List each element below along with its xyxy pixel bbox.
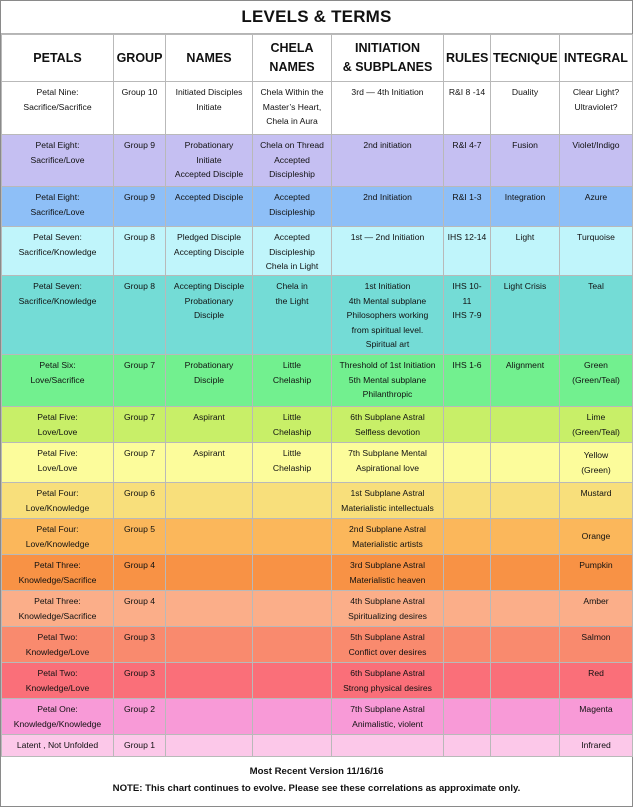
initiation-cell-line: 3rd Subplane Astral: [349, 560, 425, 570]
petal-cell: [2, 227, 114, 276]
integral-cell-line: Green: [584, 360, 608, 370]
technique-cell: [491, 663, 560, 699]
petal-cell: [2, 519, 114, 555]
petal-cell-line: Love/Knowledge: [25, 538, 90, 549]
initiation-cell-line: 6th Subplane Astral: [350, 668, 425, 678]
integral-cell: [560, 407, 633, 443]
initiation-cell: [332, 591, 444, 627]
initiation-cell-line: Materialistic heaven: [349, 574, 426, 585]
initiation-cell-line: 2nd Initiation: [363, 192, 412, 202]
names-cell: [166, 82, 253, 135]
integral-cell: [560, 519, 633, 555]
petal-cell-line: Petal One:: [37, 704, 78, 714]
group-cell: Group 10: [114, 82, 166, 135]
names-cell-line: Accepted Disciple: [174, 169, 244, 180]
petal-cell-line: Petal Five:: [37, 448, 78, 458]
petal-cell-line: Petal Seven:: [33, 281, 82, 291]
integral-cell-line: Magenta: [579, 704, 613, 714]
technique-cell: [491, 483, 560, 519]
header-row: [2, 35, 633, 82]
petal-cell-line: Petal Two:: [37, 632, 78, 642]
names-cell: [166, 591, 253, 627]
technique-cell: [491, 627, 560, 663]
petal-cell-line: Petal Four:: [36, 524, 79, 534]
integral-cell-line: Salmon: [581, 632, 611, 642]
header-names-line: NAMES: [186, 50, 232, 65]
chela-names-cell-line: Chela in Aura: [266, 116, 318, 127]
names-cell: [166, 407, 253, 443]
integral-cell-line: Pumpkin: [579, 560, 613, 570]
group-cell: Group 2: [114, 699, 166, 735]
table-row: [2, 82, 633, 135]
names-cell-line: Pledged Disciple: [176, 232, 241, 242]
names-cell-line: Disciple: [193, 374, 225, 385]
rules-cell-line: R&I 8 -14: [448, 87, 486, 97]
petal-cell: [2, 82, 114, 135]
petal-cell-line: Love/Sacrifice: [30, 374, 85, 385]
initiation-cell-line: 7th Subplane Mental: [348, 448, 427, 458]
petal-cell: [2, 699, 114, 735]
petal-cell-line: Sacrifice/Love: [30, 154, 85, 165]
initiation-cell: [332, 276, 444, 355]
group-cell: Group 8: [114, 276, 166, 355]
technique-cell: [491, 591, 560, 627]
petal-cell: [2, 627, 114, 663]
group-cell: Group 7: [114, 355, 166, 407]
petal-cell: [2, 483, 114, 519]
names-cell-line: Probationary: [184, 140, 234, 150]
technique-cell: [491, 555, 560, 591]
technique-cell: Light: [491, 227, 560, 276]
footer: [1, 752, 632, 806]
chela-names-cell-line: Discipleship: [269, 169, 315, 180]
initiation-cell-line: Strong physical desires: [343, 682, 432, 693]
petal-cell: [2, 407, 114, 443]
integral-cell: [560, 227, 633, 276]
integral-cell-line: Infrared: [581, 740, 611, 750]
group-cell: Group 4: [114, 591, 166, 627]
header-rules: [444, 35, 491, 82]
initiation-cell-line: 6th Subplane Astral: [350, 412, 425, 422]
initiation-cell: [332, 555, 444, 591]
technique-cell: [491, 519, 560, 555]
integral-cell: [560, 355, 633, 407]
chela-names-cell: [253, 663, 332, 699]
names-cell-line: Accepting Disciple: [173, 281, 245, 291]
chela-names-cell-line: Little: [282, 360, 302, 370]
chela-names-cell: [253, 555, 332, 591]
chela-names-cell: [253, 627, 332, 663]
table-row: [2, 555, 633, 591]
rules-cell-line: IHS 7-9: [452, 310, 482, 321]
petal-cell-line: Love/Love: [37, 462, 78, 473]
header-initiation-line: & SUBPLANES: [342, 60, 433, 74]
petal-cell-line: Petal Seven:: [33, 232, 82, 242]
table-row: [2, 187, 633, 227]
table-row: [2, 443, 633, 483]
petal-cell-line: Love/Knowledge: [25, 502, 90, 513]
initiation-cell-line: 7th Subplane Astral: [350, 704, 425, 714]
rules-cell-line: IHS 1-6: [452, 360, 482, 370]
integral-cell: [560, 663, 633, 699]
initiation-cell-line: Spiritual art: [365, 339, 410, 350]
names-cell-line: Accepted Disciple: [174, 192, 244, 202]
integral-cell-line: Azure: [584, 192, 608, 202]
initiation-cell: [332, 82, 444, 135]
header-initiation-line: INITIATION: [354, 41, 421, 55]
names-cell: [166, 135, 253, 187]
note-text: NOTE: This chart continues to evolve. Please see these correlations as approximate only.: [112, 783, 521, 794]
integral-cell: [560, 555, 633, 591]
rules-cell: [444, 555, 491, 591]
chela-names-cell: [253, 227, 332, 276]
chela-names-cell-line: Little: [282, 448, 302, 458]
initiation-cell-line: 4th Subplane Astral: [350, 596, 425, 606]
table-body: [2, 82, 633, 757]
initiation-cell-line: Selfless devotion: [355, 426, 420, 437]
petal-cell-line: Petal Three:: [34, 560, 81, 570]
rules-cell: [444, 483, 491, 519]
initiation-cell-line: 5th Mental subplane: [348, 374, 427, 385]
rules-cell: [444, 227, 491, 276]
table-row: [2, 227, 633, 276]
petal-cell-line: Petal Four:: [36, 488, 79, 498]
technique-cell: [491, 407, 560, 443]
header-integral-line: INTEGRAL: [564, 50, 628, 65]
technique-cell: [491, 443, 560, 483]
petal-cell-line: Knowledge/Love: [25, 682, 90, 693]
header-group-line: GROUP: [116, 50, 163, 65]
header-group: [114, 35, 166, 82]
chela-names-cell: [253, 276, 332, 355]
initiation-cell-line: 1st Subplane Astral: [350, 488, 425, 498]
rules-cell: [444, 276, 491, 355]
initiation-cell: [332, 407, 444, 443]
rules-cell-line: R&I 1-3: [452, 192, 482, 202]
rules-cell: [444, 443, 491, 483]
chela-names-cell-line: Chela in Light: [265, 261, 319, 272]
petal-cell-line: Petal Nine:: [36, 87, 79, 97]
technique-cell: [491, 699, 560, 735]
table-row: [2, 519, 633, 555]
petal-cell-line: Petal Six:: [39, 360, 76, 370]
group-cell: Group 4: [114, 555, 166, 591]
integral-cell-line: (Green): [581, 464, 611, 475]
chela-names-cell-line: Discipleship: [269, 246, 315, 257]
header-technique-line: TECNIQUE: [493, 50, 558, 65]
rules-cell: [444, 699, 491, 735]
initiation-cell: [332, 135, 444, 187]
initiation-cell-line: Aspirational love: [355, 462, 420, 473]
names-cell-line: Initiated Disciples: [175, 87, 243, 97]
initiation-cell-line: Animalistic, violent: [352, 718, 423, 729]
initiation-cell-line: Threshold of 1st Initiation: [339, 360, 436, 370]
technique-cell: Fusion: [491, 135, 560, 187]
table-row: [2, 627, 633, 663]
chela-names-cell-line: Accepted: [274, 154, 310, 165]
rules-cell: [444, 135, 491, 187]
page-title: LEVELS & TERMS: [1, 1, 632, 34]
chela-names-cell-line: Accepted: [274, 192, 310, 202]
names-cell: [166, 627, 253, 663]
chela-names-cell-line: Chelaship: [272, 426, 312, 437]
chela-names-cell-line: Discipleship: [269, 206, 315, 217]
group-cell: Group 1: [114, 735, 166, 757]
chela-names-cell-line: Chela on Thread: [260, 140, 324, 150]
integral-cell: [560, 135, 633, 187]
petal-cell-line: Knowledge/Love: [25, 646, 90, 657]
petal-cell-line: Petal Three:: [34, 596, 81, 606]
petal-cell-line: Sacrifice/Knowledge: [18, 246, 97, 257]
names-cell-line: Initiate: [196, 154, 222, 165]
initiation-cell-line: Materialistic intellectuals: [341, 502, 434, 513]
chela-names-cell-line: the Light: [275, 295, 309, 306]
rules-cell: [444, 82, 491, 135]
group-cell: Group 7: [114, 443, 166, 483]
chela-names-cell: [253, 443, 332, 483]
petal-cell-line: Petal Two:: [37, 668, 78, 678]
group-cell: Group 9: [114, 187, 166, 227]
initiation-cell-line: 2nd Subplane Astral: [349, 524, 426, 534]
chela-names-cell-line: Chela in: [276, 281, 308, 291]
initiation-cell-line: Materialistic artists: [352, 538, 423, 549]
petal-cell-line: Sacrifice/Love: [30, 206, 85, 217]
chela-names-cell: [253, 483, 332, 519]
integral-cell-line: Orange: [581, 531, 611, 542]
initiation-cell-line: Conflict over desires: [348, 646, 427, 657]
group-cell: Group 3: [114, 627, 166, 663]
petal-cell: [2, 187, 114, 227]
integral-cell: [560, 627, 633, 663]
integral-cell: [560, 443, 633, 483]
technique-cell: Integration: [491, 187, 560, 227]
chela-names-cell-line: Chela Within the: [260, 87, 324, 97]
initiation-cell: [332, 699, 444, 735]
petal-cell-line: Latent , Not Unfolded: [16, 740, 99, 750]
integral-cell-line: Amber: [583, 596, 609, 606]
names-cell: [166, 227, 253, 276]
names-cell-line: Initiate: [196, 101, 222, 112]
names-cell-line: Aspirant: [193, 448, 225, 458]
initiation-cell-line: 4th Mental subplane: [348, 295, 427, 306]
integral-cell-line: Ultraviolet?: [574, 101, 618, 112]
names-cell: [166, 276, 253, 355]
header-integral: [560, 35, 633, 82]
integral-cell-line: Mustard: [580, 488, 612, 498]
integral-cell-line: Turquoise: [577, 232, 615, 242]
group-cell: Group 5: [114, 519, 166, 555]
chela-names-cell-line: Master’s Heart,: [262, 101, 322, 112]
header-chela-line: CHELA: [270, 41, 314, 55]
chela-names-cell: [253, 591, 332, 627]
initiation-cell: [332, 443, 444, 483]
initiation-cell-line: 1st — 2nd Initiation: [350, 232, 425, 242]
names-cell: [166, 519, 253, 555]
chela-names-cell: [253, 355, 332, 407]
initiation-cell-line: from spiritual level.: [351, 324, 424, 335]
chela-names-cell: [253, 519, 332, 555]
rules-cell-line: R&I 4-7: [452, 140, 482, 150]
petal-cell-line: Knowledge/Sacrifice: [18, 574, 97, 585]
integral-cell-line: Clear Light?: [572, 87, 620, 97]
integral-cell: [560, 591, 633, 627]
integral-cell: [560, 483, 633, 519]
petal-cell-line: Sacrifice/Sacrifice: [23, 101, 92, 112]
initiation-cell: [332, 627, 444, 663]
names-cell-line: Disciple: [193, 310, 225, 321]
names-cell-line: Aspirant: [193, 412, 225, 422]
group-cell: Group 9: [114, 135, 166, 187]
petal-cell: [2, 591, 114, 627]
chela-names-cell-line: Little: [282, 412, 302, 422]
rules-cell: [444, 591, 491, 627]
rules-cell: [444, 355, 491, 407]
initiation-cell-line: 1st Initiation: [364, 281, 411, 291]
names-cell: [166, 443, 253, 483]
technique-cell: Light Crisis: [491, 276, 560, 355]
names-cell-line: Probationary: [184, 360, 234, 370]
technique-cell: Duality: [491, 82, 560, 135]
table-row: [2, 483, 633, 519]
chela-names-cell-line: Chelaship: [272, 462, 312, 473]
petal-cell: [2, 276, 114, 355]
names-cell: [166, 663, 253, 699]
header-rules-line: RULES: [446, 50, 489, 65]
initiation-cell-line: Philanthropic: [362, 389, 413, 400]
table-row: [2, 663, 633, 699]
integral-cell: [560, 187, 633, 227]
petal-cell-line: Sacrifice/Knowledge: [18, 295, 97, 306]
integral-cell-line: (Green/Teal): [572, 426, 620, 437]
table-row: [2, 407, 633, 443]
header-chela-line: NAMES: [269, 60, 315, 74]
table-row: [2, 591, 633, 627]
chela-names-cell-line: Accepted: [274, 232, 310, 242]
header-technique: [491, 35, 560, 82]
chela-names-cell: [253, 699, 332, 735]
initiation-cell: [332, 227, 444, 276]
version-text: Most Recent Version 11/16/16: [249, 766, 384, 777]
group-cell: Group 7: [114, 407, 166, 443]
petal-cell-line: Petal Five:: [37, 412, 78, 422]
names-cell: [166, 355, 253, 407]
integral-cell-line: Yellow: [583, 449, 609, 460]
petal-cell: [2, 135, 114, 187]
petal-cell-line: Knowledge/Knowledge: [13, 718, 102, 729]
integral-cell-line: Teal: [588, 281, 604, 291]
header-chela-names: [253, 35, 332, 82]
initiation-cell: [332, 187, 444, 227]
chela-names-cell-line: Chelaship: [272, 374, 312, 385]
integral-cell: [560, 276, 633, 355]
petal-cell-line: Love/Love: [37, 426, 78, 437]
initiation-cell-line: Philosophers working: [346, 310, 429, 321]
table-row: [2, 355, 633, 407]
group-cell: Group 6: [114, 483, 166, 519]
petal-cell-line: Knowledge/Sacrifice: [18, 610, 97, 621]
names-cell: [166, 483, 253, 519]
integral-cell-line: Lime: [586, 412, 606, 422]
rules-cell: [444, 407, 491, 443]
initiation-cell: [332, 483, 444, 519]
rules-cell-line: 11: [462, 295, 472, 306]
header-petals-line: PETALS: [33, 50, 82, 65]
names-cell: [166, 187, 253, 227]
integral-cell: [560, 699, 633, 735]
names-cell-line: Probationary: [184, 295, 234, 306]
initiation-cell: [332, 355, 444, 407]
names-cell: [166, 699, 253, 735]
petal-cell: [2, 663, 114, 699]
rules-cell: [444, 627, 491, 663]
integral-cell-line: (Green/Teal): [572, 374, 620, 385]
integral-cell-line: Red: [588, 668, 604, 678]
table-row: [2, 276, 633, 355]
group-cell: Group 8: [114, 227, 166, 276]
rules-cell: [444, 187, 491, 227]
names-cell: [166, 555, 253, 591]
group-cell: Group 3: [114, 663, 166, 699]
initiation-cell-line: 2nd initiation: [363, 140, 412, 150]
table-row: [2, 135, 633, 187]
table-row: [2, 699, 633, 735]
rules-cell-line: IHS 12-14: [447, 232, 487, 242]
petal-cell-line: Petal Eight:: [35, 140, 80, 150]
initiation-cell-line: 3rd — 4th Initiation: [351, 87, 424, 97]
initiation-cell: [332, 519, 444, 555]
petal-cell: [2, 443, 114, 483]
integral-cell: [560, 82, 633, 135]
technique-cell: Alignment: [491, 355, 560, 407]
initiation-cell-line: Spiritualizing desires: [348, 610, 427, 621]
header-petals: [2, 35, 114, 82]
chela-names-cell: [253, 135, 332, 187]
chela-names-cell: [253, 407, 332, 443]
chela-names-cell: [253, 82, 332, 135]
names-cell-line: Accepting Disciple: [173, 246, 245, 257]
rules-cell: [444, 519, 491, 555]
header-names: [166, 35, 253, 82]
petal-cell: [2, 555, 114, 591]
petal-cell: [2, 355, 114, 407]
integral-cell-line: Violet/Indigo: [572, 140, 620, 150]
rules-cell: [444, 663, 491, 699]
header-initiation: [332, 35, 444, 82]
initiation-cell-line: 5th Subplane Astral: [350, 632, 425, 642]
initiation-cell: [332, 663, 444, 699]
chela-names-cell: [253, 187, 332, 227]
rules-cell-line: IHS 10-: [452, 281, 482, 291]
petal-cell-line: Petal Eight:: [35, 192, 80, 202]
levels-table: [1, 34, 633, 757]
